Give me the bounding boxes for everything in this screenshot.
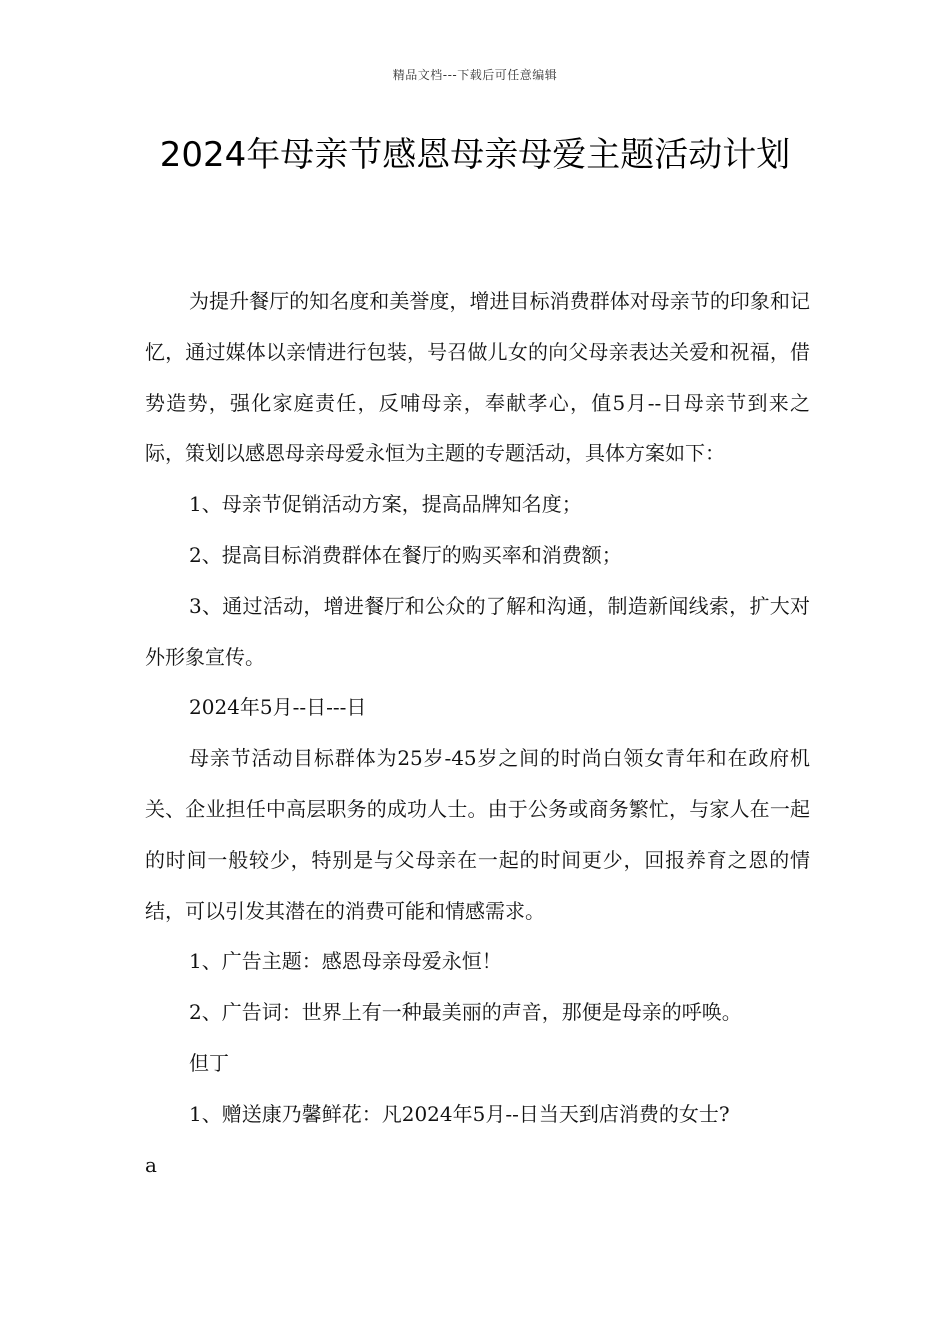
ad-theme: 1、广告主题：感恩母亲母爱永恒！	[189, 949, 502, 974]
quote-author: 但丁	[189, 1050, 229, 1075]
activity-date: 2024年5月--日---日	[189, 695, 367, 720]
objective-item-3: 3、通过活动，增进餐厅和公众的了解和沟通，制造新闻线索，扩大对外形象宣传。	[145, 593, 810, 669]
trailing-text: a	[145, 1152, 157, 1177]
objective-item-1: 1、母亲节促销活动方案，提高品牌知名度；	[189, 492, 582, 517]
promotion-item-1: 1、赠送康乃馨鲜花：凡2024年5月--日当天到店消费的女士?	[189, 1101, 730, 1126]
ad-slogan: 2、广告词：世界上有一种最美丽的声音，那便是母亲的呼唤。	[189, 1000, 742, 1025]
document-title: 2024年母亲节感恩母亲母爱主题活动计划	[159, 135, 791, 175]
intro-paragraph: 为提升餐厅的知名度和美誉度，增进目标消费群体对母亲节的印象和记忆，通过媒体以亲情进行包装，号召做儿女的向父母亲表达关爱和祝福，借势造势，强化家庭责任，反哺母亲，奉献孝心，值5月--日母亲节到来之际，策划以感恩母亲母爱永恒为主题的专题活动，具体方案如下：	[145, 289, 810, 466]
document-body	[145, 276, 810, 1190]
objective-item-2: 2、提高目标消费群体在餐厅的购买率和消费额；	[189, 542, 622, 567]
target-audience-paragraph: 母亲节活动目标群体为25岁-45岁之间的时尚白领女青年和在政府机关、企业担任中高层职务的成功人士。由于公务或商务繁忙，与家人在一起的时间一般较少，特别是与父母亲在一起的时间更少，回报养育之恩的情结，可以引发其潜在的消费可能和情感需求。	[145, 746, 810, 923]
header-note: 精品文档---下载后可任意编辑	[392, 68, 558, 82]
